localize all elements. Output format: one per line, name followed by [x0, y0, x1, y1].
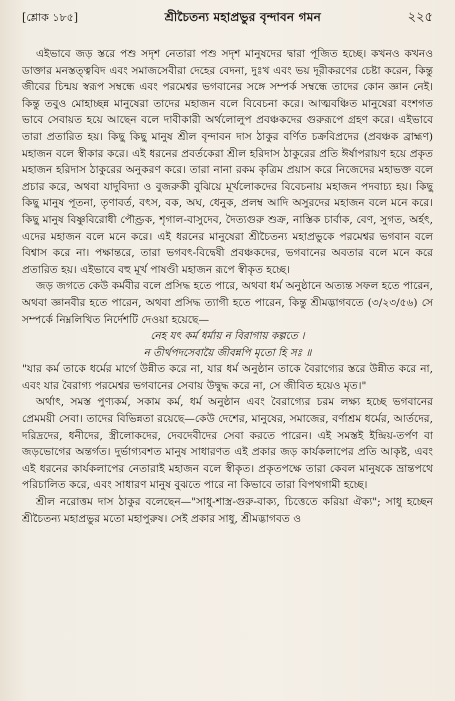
page-body [22, 46, 433, 527]
paragraph-2: জড় জগতে কেউ কর্মবীর বলে প্রসিদ্ধ হতে পারে, অথবা ধর্ম অনুষ্ঠানে অত্যন্ত সফল হতে পারেন, অথবা জ্ঞানবীর হতে পারেন, অথবা প্রসিদ্ধ ত্যাগী হতে পারেন, কিন্তু শ্রীমদ্ভাগবতে (৩/২৩/৫৬) সে সম্পর্কে নিম্নলিখিত নির্দেশটি দেওয়া হয়েছে— [22, 280, 433, 326]
sanskrit-verse-line-2: ন তীর্থপদসেবায়ৈ জীবন্নপি মৃতো হি সঃ ॥ [143, 346, 312, 359]
running-header [22, 8, 433, 32]
paragraph-4: অর্থাৎ, সমস্ত পুণ্যকর্ম, সকাম কর্ম, ধর্ম অনুষ্ঠান এবং বৈরাগ্যের চরম লক্ষ্য হচ্ছে ভগবানের প্রেমময়ী সেবা। তাদের বিভিন্নতা রয়েছে—কেউ দেশের, মানুষের, সমাজের, বর্ণাশ্রম ধর্মের, আর্তদের, দরিদ্রদের, ধনীদের, স্ত্রীলোকদের, দেবদেবীদের সেবা করতে পারেন। এই সমস্তই ইন্দ্রিয়-তর্পণ বা জড়ভোগের অন্তর্গত। দুর্ভাগ্যবশত মানুষ সাধারণত এই প্রকার জড় কার্যকলাপের প্রতি আকৃষ্ট, এবং এই ধরনের কার্যকলাপের নেতারাই মহাজন বলে স্বীকৃত। প্রকৃতপক্ষে তারা কেবল মানুষকে ভ্রান্তপথে পরিচালিত করে, এবং সাধারণ মানুষ বুঝতে পারে না কিভাবে তারা বিপথগামী হচ্ছে। [22, 396, 433, 492]
sanskrit-verse-line-1: নেহ যৎ কর্ম ধর্মায় ন বিরাগায় কল্পতে । [150, 330, 305, 343]
verse-reference: [শ্লোক ১৮৫] [22, 11, 79, 24]
paragraph-1: এইভাবে জড় স্তরে পশু সদৃশ নেতারা পশু সদৃশ মানুষদের দ্বারা পূজিত হচ্ছে। কখনও কখনও ডাক্তার মনস্তত্ত্ববিদ এবং সমাজসেবীরা দেহের বেদনা, দুঃখ এবং ভয় দূরীকরণের চেষ্টা করেন, কিন্তু জীবের চিন্ময় স্বরূপ সম্বন্ধে এবং পরমেশ্বর ভগবানের সঙ্গে সম্পর্ক সম্বন্ধে তাদের কোন জ্ঞান নেই। কিন্তু তবুও মোহাচ্ছন্ন মানুষেরা তাদের মহাজন বলে বিবেচনা করে। আত্মবঞ্চিত মানুষেরা বংশগত ভাবে সেবায়ত হয়ে আছেন বলে দাবীকারী অর্থলোলুপ প্রবঞ্চকদের গুরুরূপে গ্রহণ করে। এইভাবে তারা প্রতারিত হয়। কিছু কিছু মানুষ শ্রীল বৃন্দাবন দাস ঠাকুর বর্ণিত চক্রবিপ্রদের (প্রবঞ্চক ব্রাহ্মণ) মহাজন বলে স্বীকার করে। এই ধরনের প্রবর্তকেরা শ্রীল হরিদাস ঠাকুরের প্রতি ঈর্ষাপরায়ণ হয়ে প্রকৃত মহাজন হরিদাস ঠাকুরের অনুকরণ করে। তারা নানা রকম কৃত্রিম প্রয়াস করে নিজেদের মহাভক্ত বলে প্রচার করে, অথবা যাদুবিদ্যা ও বুজরুকী বুঝিয়ে মূর্খলোকদের বিবেচনায় মহাজন পদবাচ্য হয়। কিছু কিছু মানুষ পূতনা, তৃণাবর্ত, বৎস, বক, অঘ, ধেনুক, প্রলম্ব আদি অসুরদের মহাজন বলে মনে করে। কিছু মানুষ বিষ্ণুবিরোধী পৌণ্ড্রক, শৃগাল-বাসুদেব, দৈত্যগুরু শুক্র, নাস্তিক চার্বাক, বেণ, সুগত, অর্হৎ, এদের মহাজন বলে মনে করে। এই ধরনের মানুষেরা শ্রীচৈতন্য মহাপ্রভুকে পরমেশ্বর ভগবান বলে বিশ্বাস করে না। পক্ষান্তরে, তারা ভগবৎ-বিদ্বেষী প্রবঞ্চকদের, ভগবানের অবতার বলে মনে করে প্রতারিত হয়। এইভাবে বহু মূর্খ পাষণ্ডী মহাজন রূপে স্বীকৃত হচ্ছে। [22, 48, 433, 276]
chapter-title: শ্রীচৈতন্য মহাপ্রভুর বৃন্দাবন গমন [164, 10, 321, 24]
paragraph-5: শ্রীল নরোত্তম দাস ঠাকুর বলেছেন—"সাধু-শাস্ত্র-গুরু-বাক্য, চিত্তেতে করিয়া ঐক্য"; সাধু হচ্ছেন শ্রীচৈতন্য মহাপ্রভুর মতো মহাপুরুষ। সেই প্রকার সাধু, শ্রীমদ্ভাগবত ও [22, 496, 433, 525]
verse-translation: "যার কর্ম তাকে ধর্মের মার্গে উন্নীত করে না, যার ধর্ম অনুষ্ঠান তাকে বৈরাগ্যের স্তরে উন্নীত করে না, এবং যার বৈরাগ্য পরমেশ্বর ভগবানের সেবায় উদ্বুদ্ধ করে না, সে জীবিত হয়েও মৃত।" [22, 363, 433, 392]
page-number: ২২৫ [407, 10, 433, 25]
